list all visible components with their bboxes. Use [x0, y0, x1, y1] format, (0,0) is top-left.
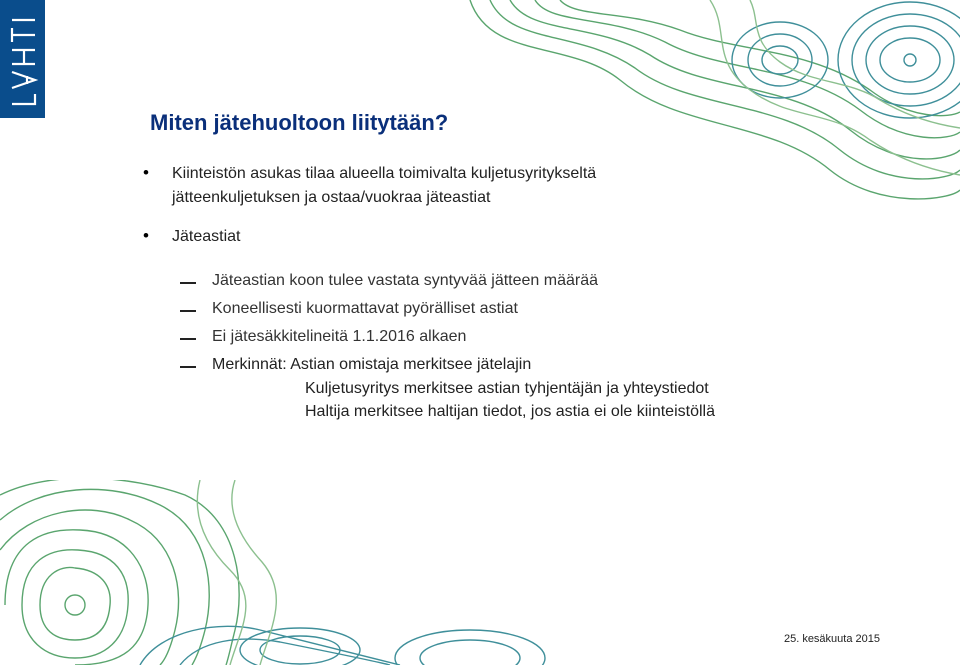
sub-item: Merkinnät: Astian omistaja merkitsee jätelajin [212, 356, 532, 373]
sub-item: Koneellisesti kuormattavat pyörälliset astiat [212, 300, 518, 317]
continuation-line: Kuljetusyritys merkitsee astian tyhjentäjän ja yhteystiedot [305, 380, 709, 397]
bullet-text [172, 225, 240, 249]
bullet-line: jätteenkuljetuksen ja ostaa/vuokraa jäteastiat [172, 189, 491, 206]
bullet-text [172, 162, 596, 210]
dash-marker [180, 282, 196, 284]
continuation-line: Haltija merkitsee haltijan tiedot, jos astia ei ole kiinteistöllä [305, 403, 715, 420]
footer-date: 25. kesäkuuta 2015 [783, 633, 880, 645]
dash-marker [180, 366, 196, 368]
lahti-logo [0, 0, 45, 118]
bullet-line: Kiinteistön asukas tilaa alueella toimivalta kuljetusyritykseltä [172, 165, 597, 182]
contour-pattern-bottom-left [0, 480, 560, 665]
sub-item: Ei jätesäkkitelineitä 1.1.2016 alkaen [212, 328, 467, 345]
dash-marker [180, 338, 196, 340]
bullet-line: Jäteastiat [172, 228, 241, 245]
bullet-marker: • [143, 163, 149, 182]
slide-title: Miten jätehuoltoon liitytään? [150, 110, 449, 135]
sub-item: Jäteastian koon tulee vastata syntyvää jätteen määrää [212, 272, 599, 289]
dash-marker [180, 310, 196, 312]
bullet-marker: • [143, 226, 149, 245]
